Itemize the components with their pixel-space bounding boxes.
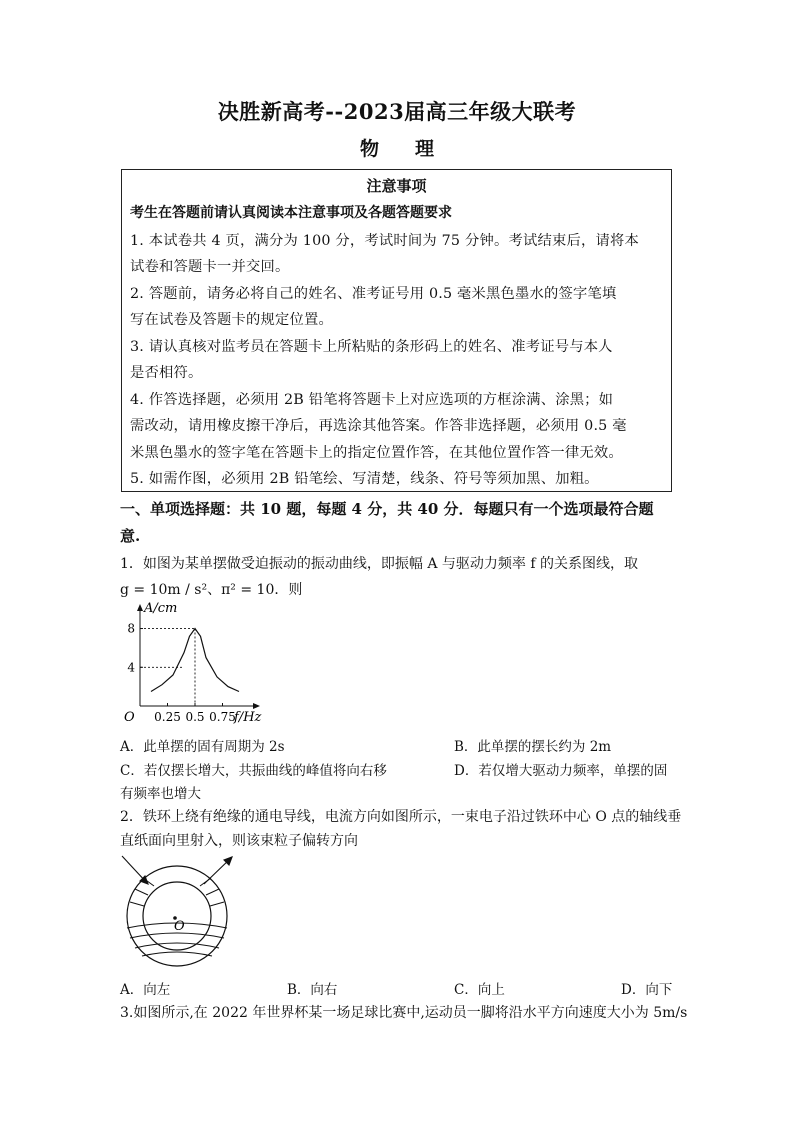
q1-option-c: C．若仅摆长增大，共振曲线的峰值将向右移 [120, 763, 387, 779]
notice-line: 需改动，请用橡皮擦干净后，再选涂其他答案。作答非选择题，必须用 0.5 毫 [130, 418, 627, 434]
exam-title: 决胜新高考--2023届高三年级大联考 [217, 99, 577, 124]
notice-title: 注意事项 [366, 177, 427, 195]
y-axis-arrow [137, 604, 143, 611]
section-heading: 一、单项选择题：共 10 题，每题 4 分，共 40 分．每题只有一个选项最符合题 [120, 500, 654, 518]
section-heading-cont: 意. [120, 527, 141, 545]
subject-char-1: 物 [359, 138, 379, 160]
origin-label: O [124, 710, 135, 725]
center-label: O [174, 919, 185, 934]
q2-option-c: C．向上 [454, 982, 505, 998]
q1-stem: 1．如图为某单摆做受迫振动的振动曲线，即振幅 A 与驱动力频率 f 的关系图线，取 [120, 556, 638, 572]
notice-line: 写在试卷及答题卡的规定位置。 [130, 312, 333, 328]
subject-title [0, 134, 794, 161]
notice-line: 2. 答题前，请务必将自己的姓名、准考证号用 0.5 毫米黑色墨水的签字笔填 [130, 286, 617, 302]
notice-line: 4. 作答选择题，必须用 2B 铅笔将答题卡上对应选项的方框涂满、涂黑；如 [130, 392, 614, 408]
q2-option-d: D．向下 [621, 982, 673, 998]
y-tick-label: 8 [127, 621, 135, 636]
q1-option-a: A．此单摆的固有周期为 2s [120, 739, 285, 755]
notice-line: 5. 如需作图，必须用 2B 铅笔绘、写清楚，线条、符号等须加黑、加粗。 [130, 471, 599, 487]
notice-subtitle: 考生在答题前请认真阅读本注意事项及各题答题要求 [130, 205, 452, 221]
q1-option-b: B．此单摆的摆长约为 2m [454, 739, 612, 755]
ring-inner [143, 882, 211, 950]
tick-labels [127, 622, 236, 724]
notice-box [121, 169, 672, 492]
coil-windings [127, 878, 227, 956]
subject-char-2: 理 [415, 138, 435, 160]
x-axis-arrow [253, 703, 260, 709]
q1-option-d-cont: 有频率也增大 [120, 786, 201, 802]
q2-stem: 2．铁环上绕有绝缘的通电导线，电流方向如图所示，一束电子沿过铁环中心 O 点的轴线垂 [120, 809, 682, 825]
x-tick-label: 0.75 [209, 710, 236, 724]
q2-option-b: B．向右 [287, 982, 338, 998]
q2-stem-cont: 直纸面向里射入，则该束粒子偏转方向 [120, 833, 358, 849]
resonance-chart [112, 602, 272, 728]
q1-option-d: D．若仅增大驱动力频率，单摆的固 [454, 763, 668, 779]
guide-lines [140, 629, 195, 706]
notice-line: 3. 请认真核对监考员在答题卡上所粘贴的条形码上的姓名、准考证号与本人 [130, 339, 613, 355]
x-axis-label: f/Hz [234, 710, 262, 725]
q1-stem-cont: g = 10m / s²、π² = 10．则 [120, 582, 303, 598]
notice-line: 米黑色墨水的签字笔在答题卡上的指定位置作答，在其他位置作答一律无效。 [130, 445, 623, 461]
iron-ring-figure [116, 852, 246, 972]
q3-stem: 3.如图所示,在 2022 年世界杯某一场足球比赛中,运动员一脚将沿水平方向速度大小为 5m/s [120, 1005, 688, 1021]
y-axis-label: A/cm [144, 602, 178, 616]
q2-option-a: A．向左 [120, 982, 171, 998]
notice-line: 1. 本试卷共 4 页，满分为 100 分，考试时间为 75 分钟。考试结束后，请将本 [130, 233, 639, 249]
x-tick-label: 0.25 [154, 710, 181, 724]
notice-line: 是否相符。 [130, 365, 203, 381]
notice-line: 试卷和答题卡一并交回。 [130, 259, 290, 275]
current-arrows [122, 856, 232, 884]
x-tick-label: 0.5 [185, 710, 205, 724]
y-tick-label: 4 [127, 660, 135, 675]
